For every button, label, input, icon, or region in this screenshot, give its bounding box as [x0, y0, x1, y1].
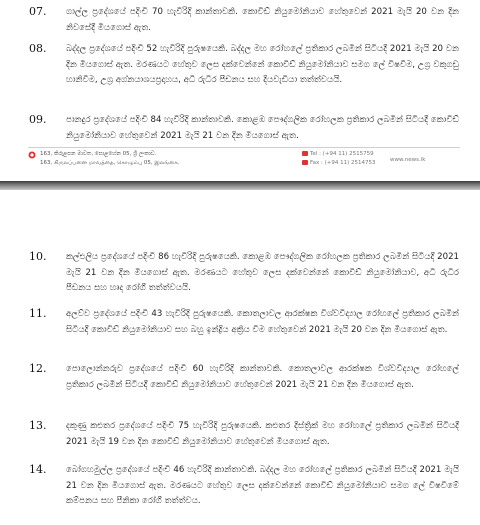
item-text: කල්එලිය ප්‍රදේශයේ පදිංචි 86 හැවිරිදි පුරුෂයෙකි. කොළඹ පෞද්ගලික රෝහලක ප්‍රතිකාර ලබමින් සිටියදී 2021 මැයි 21 වන දින මියගොස් ඇත. මරණයට හේතුව ලෙස දක්වෙන්නේ කොවිඩ් නියුමෝනියාව, අධි රුධිර පීඩනය සහ හෘද රෝගී තත්ත්වයයි. — [66, 252, 460, 294]
item-text: අලව්ව ප්‍රදේශයේ පදිංචි 43 හැවිරිදි පුරුෂයෙකි. කොතලාවල ආරක්ෂක විශ්වවිද්‍යාල රෝහලේ ප්‍රතිකාර ලබමින් සිටියදී කොවිඩ් නියුමෝනියාව සහ බහු ඉන්ද්‍රිය අක්‍රිය වීම හේතුවෙන් 2021 මැයි 20 වන දින මියගොස් ඇත. — [66, 309, 459, 335]
item-text: බද්දල ප්‍රදේශයේ පදිංචි 52 හැවිරිදි පුරුෂයෙකි. බද්දල මහ රෝහලේ ප්‍රතිකාර ලබමින් සිටියදී 2021 මැයි 20 වන දින මියගොස් ඇත. මරණයට හේතුව ලෙස දක්වෙන්නේ කොවිඩ් නියුමෝනියාව සමග ලේ විෂවීම, උග්‍ර වකුගඩු හානිවීම, උග්‍ර අග්නයාශයප්‍රදාහය, අධි රුධිර පීඩනය සහ දියවැඩියා තත්ත්වයයි. — [66, 44, 459, 86]
item-text: පානදුර ප්‍රදේශයේ පදිංචි 84 හැවිරිදි කාන්තාවකි. කොළඹ පෞද්ගලික රෝහලක ප්‍රතිකාර ලබමින් සිටියදී කොවිඩ් නියුමෝනියාව හේතුවෙන් 2021 මැයි 21 වන දින මියගොස් ඇත. — [66, 115, 459, 141]
footer-address-sinhala: 163, කිරුළපන මාවත, පොළහේන 05, ශ්‍රී ලංකාව. — [40, 151, 157, 157]
footer-fax — [302, 159, 376, 167]
page-footer — [28, 150, 460, 178]
item-number: 09. — [29, 113, 47, 126]
footer-address-tamil: 163, கிருலப்பனை மாவத்தை, கொழும்பு 05, இலங்கை. — [40, 160, 180, 166]
footer-phone-text: Tel : (+94 11) 2515759 — [310, 151, 374, 157]
item-text: දකුණු කළුතර ප්‍රදේශයේ පදිංචි 75 හැවිරිදි පුරුෂයෙකි. කළුතර දිස්ත්‍රික් මහ රෝහලේ ප්‍රතිකාර ලබමින් සිටියදී 2021 මැයි 19 වන දින කොවිඩ් නියුමෝනියාව හේතුවෙන් මියගොස් ඇත. — [66, 421, 459, 447]
page-break-shadow — [0, 181, 480, 190]
phone-icon — [302, 151, 308, 156]
item-number: 07. — [29, 5, 47, 18]
item-number: 08. — [29, 42, 47, 55]
item-number: 13. — [29, 419, 47, 432]
item-number: 12. — [29, 362, 47, 375]
document-page-top — [0, 0, 480, 181]
footer-website[interactable]: www.news.lk — [390, 157, 426, 163]
fax-icon — [302, 160, 308, 165]
footer-divider — [28, 147, 460, 148]
department-logo-icon — [28, 151, 36, 159]
item-text: ගාල්ල ප්‍රදේශයේ පදිංචි 70 හැවිරිදි කාන්තාවකි. කොවිඩ් නියුමෝනියාව හේතුවෙන් 2021 මැයි 20 වන දින නිවසේදී මියගොස් ඇත. — [66, 7, 459, 33]
footer-phone — [302, 150, 374, 158]
item-number: 11. — [29, 307, 47, 320]
item-number: 10. — [29, 250, 47, 263]
footer-fax-text: Fax : (+94 11) 2514753 — [310, 160, 376, 166]
item-text: බෝගහමුල්ල ප්‍රදේශයේ පදිංචි 46 හැවිරිදි කාන්තාවකි. බද්දල මහ රෝහලේ ප්‍රතිකාර ලබමින් සිටියදී 2021 මැයි 21 වන දින මියගොස් ඇත. මරණයට හේතුව ලෙස දක්වෙන්නේ කොවිඩ් නියුමෝනියාව සමග ලේ විෂවීමේ කම්පනය සහ පීනිකා රෝගී තත්ත්වය. — [66, 465, 459, 507]
item-text: පොලොන්නරුව ප්‍රදේශයේ පදිංචි 60 හැවිරිදි කාන්තාවකි. කොතලාවල ආරක්ෂක විශ්වවිද්‍යාල රෝහලේ ප්‍රතිකාර ලබමින් සිටියදී කොවිඩ් නියුමෝනියාව හේතුවෙන් 2021 මැයි 21 වන දින මියගොස් ඇත. — [66, 364, 459, 390]
document-page-bottom — [0, 190, 480, 525]
item-number: 14. — [29, 463, 47, 476]
